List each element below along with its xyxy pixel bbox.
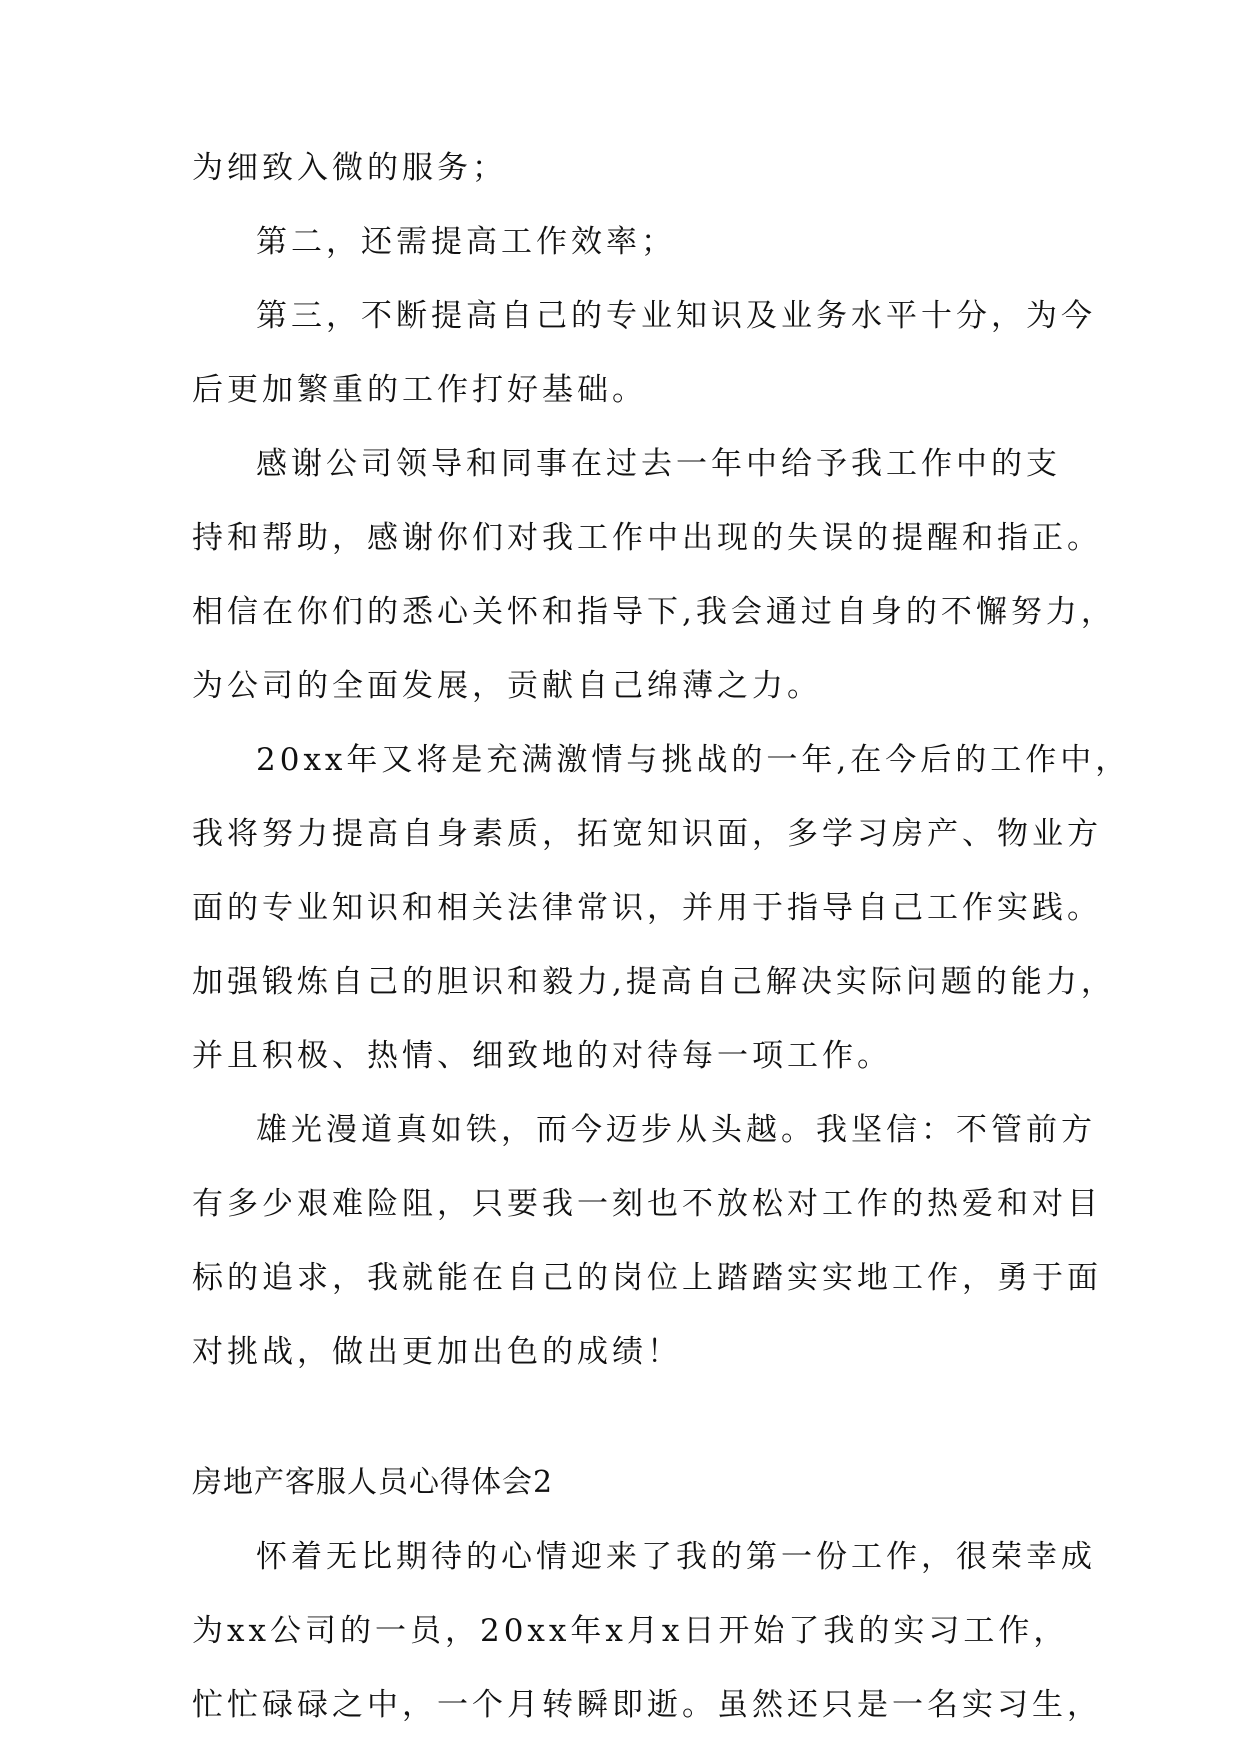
text-line: 感谢公司领导和同事在过去一年中给予我工作中的支	[256, 446, 1061, 482]
text-line: 为细致入微的服务；	[192, 150, 507, 186]
text-line: 后更加繁重的工作打好基础。	[192, 372, 647, 408]
text-line: 我将努力提高自身素质，拓宽知识面，多学习房产、物业方	[192, 816, 1102, 852]
text-line: 雄光漫道真如铁，而今迈步从头越。我坚信：不管前方	[256, 1112, 1096, 1148]
text-line: 20xx年又将是充满激情与挑战的一年,在今后的工作中，	[256, 742, 1131, 778]
text-line: 并且积极、热情、细致地的对待每一项工作。	[192, 1038, 892, 1074]
text-line: 为xx公司的一员，20xx年x月x日开始了我的实习工作，	[192, 1613, 1069, 1649]
text-line: 相信在你们的悉心关怀和指导下,我会通过自身的不懈努力，	[192, 594, 1116, 630]
text-line: 对挑战，做出更加出色的成绩！	[192, 1334, 682, 1370]
text-line: 为公司的全面发展，贡献自己绵薄之力。	[192, 668, 822, 704]
text-line: 第二，还需提高工作效率；	[256, 224, 676, 260]
text-line: 有多少艰难险阻，只要我一刻也不放松对工作的热爱和对目	[192, 1186, 1102, 1222]
text-line: 第三，不断提高自己的专业知识及业务水平十分，为今	[256, 298, 1096, 334]
text-line: 持和帮助，感谢你们对我工作中出现的失误的提醒和指正。	[192, 520, 1102, 556]
text-line: 面的专业知识和相关法律常识，并用于指导自己工作实践。	[192, 890, 1102, 926]
text-line: 怀着无比期待的心情迎来了我的第一份工作，很荣幸成	[256, 1539, 1096, 1575]
text-line: 忙忙碌碌之中，一个月转瞬即逝。虽然还只是一名实习生，	[192, 1687, 1102, 1723]
text-line: 加强锻炼自己的胆识和毅力,提高自己解决实际问题的能力，	[192, 964, 1116, 1000]
section-heading: 房地产客服人员心得体会2	[192, 1465, 554, 1500]
text-line: 标的追求，我就能在自己的岗位上踏踏实实地工作，勇于面	[192, 1260, 1102, 1296]
